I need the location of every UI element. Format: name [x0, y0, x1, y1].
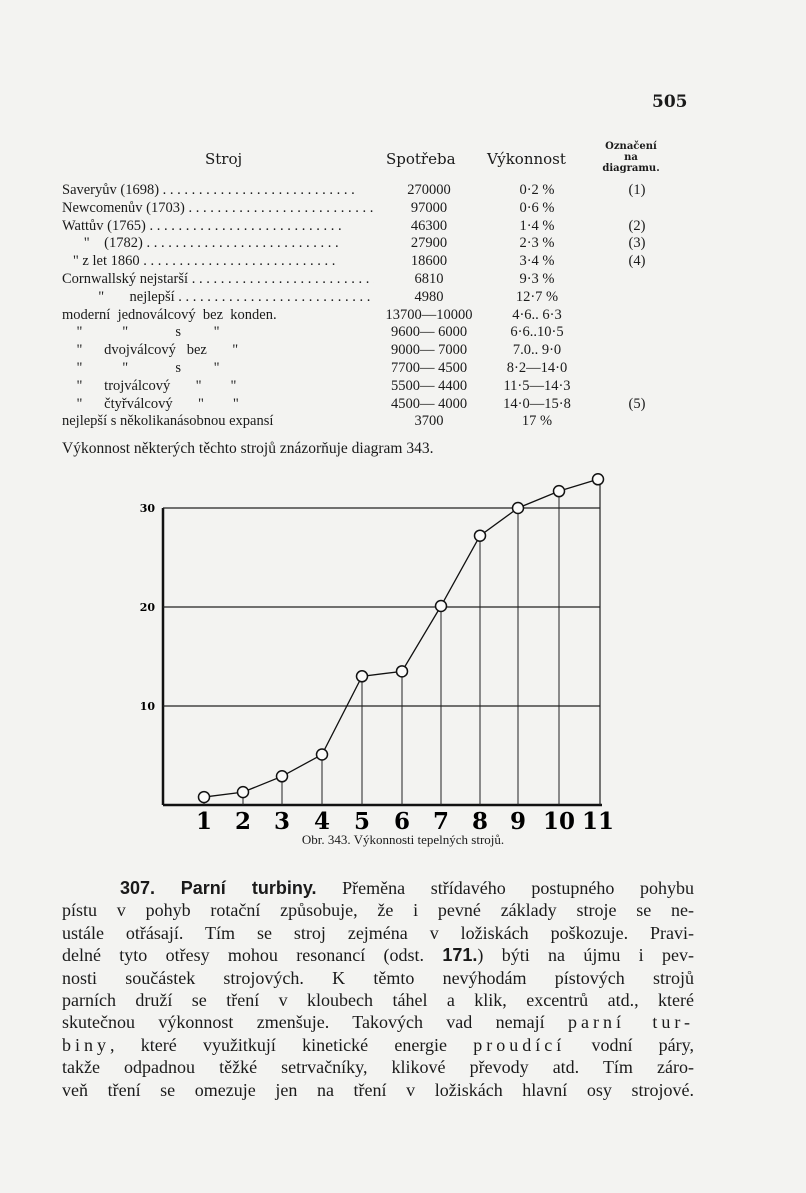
- y-tick-label: 30: [139, 502, 155, 515]
- machine-name: " nejlepší . . .: [62, 289, 374, 306]
- consumption: 270000: [407, 182, 451, 198]
- efficiency: 6·6..10·5: [510, 324, 564, 341]
- text: delné tyto otřesy mohou resonancí (odst.: [62, 945, 443, 966]
- data-point: [475, 530, 486, 541]
- header-efficiency: Výkonnost: [487, 150, 566, 168]
- data-point: [397, 666, 408, 677]
- header-consumption: Spotřeba: [386, 150, 456, 168]
- consumption: 18600: [410, 253, 448, 270]
- x-tick-label: 2: [234, 808, 252, 835]
- consumption: 9000— 7000: [390, 342, 468, 359]
- efficiency: 12·7 %: [515, 288, 559, 305]
- machine-name: " z let 1860 . . .: [62, 253, 374, 270]
- x-tick-label: 11: [581, 808, 615, 835]
- x-tick-label: 1: [195, 808, 213, 835]
- text-line: [62, 1011, 694, 1033]
- text-line: parních druží se tření v kloubech táhel a klik, excentrů atd., které: [62, 989, 694, 1010]
- x-tick-label: 3: [273, 808, 291, 835]
- consumption: 4500— 4000: [390, 395, 468, 412]
- diagram-mark: (4): [628, 253, 646, 270]
- text: , které využitkují kinetické energie: [110, 1034, 474, 1055]
- machine-name: " " s ": [62, 324, 220, 341]
- data-point: [277, 771, 288, 782]
- x-tick-label: 6: [393, 808, 411, 835]
- machine-name: " (1782) . . .: [62, 235, 374, 252]
- text-line: pístu v pohyb rotační způsobuje, že i pevné základy stroje se ne-: [62, 900, 694, 921]
- consumption: 7700— 4500: [390, 360, 468, 376]
- text: vodní páry,: [565, 1034, 694, 1055]
- consumption: 46300: [410, 217, 448, 234]
- efficiency: 2·3 %: [519, 235, 555, 252]
- efficiency: 11·5—14·3: [503, 377, 571, 394]
- efficiency: 3·4 %: [519, 253, 555, 270]
- efficiency: 0·6 %: [519, 199, 555, 216]
- text-line: [62, 877, 694, 899]
- text: ) býti na újmu i pev-: [477, 945, 694, 966]
- consumption: 3700: [414, 413, 444, 430]
- efficiency: 0·2 %: [519, 182, 555, 198]
- efficiency: 14·0—15·8: [503, 395, 571, 412]
- efficiency: 4·6.. 6·3: [512, 306, 562, 323]
- text-line: veň tření se omezuje jen na tření v ložiskách hlavní osy strojové.: [62, 1079, 694, 1100]
- text-line: takže odpadnou těžké setrvačníky, klikové převody atd. Tím záro-: [62, 1057, 694, 1078]
- intro-sentence: Výkonnost některých těchto strojů znázorňuje diagram 343.: [62, 440, 434, 457]
- diagram-mark: (1): [628, 182, 646, 198]
- spaced-term: parní tur-: [568, 1012, 694, 1033]
- data-point: [317, 749, 328, 760]
- page-number: 505: [652, 92, 688, 112]
- header-mark-line: Označení: [605, 141, 657, 152]
- x-tick-label: 8: [471, 808, 489, 835]
- machine-name: " dvojválcový bez ": [62, 342, 239, 359]
- x-tick-label: 4: [313, 808, 331, 835]
- data-point: [593, 474, 604, 485]
- header-mark-line: diagramu.: [602, 163, 660, 174]
- machine-name: nejlepší s několikanásobnou expansí: [62, 413, 274, 430]
- efficiency: 17 %: [521, 413, 553, 430]
- consumption: 4980: [414, 288, 444, 305]
- text-line: ustále otřásají. Tím se stroj zejména v ložiskách poškozuje. Pravi-: [62, 922, 694, 943]
- consumption: 97000: [410, 199, 448, 216]
- series-line: [204, 479, 598, 797]
- text-line: [62, 1034, 694, 1056]
- x-tick-label: 5: [353, 808, 371, 835]
- data-point: [436, 601, 447, 612]
- data-point: [554, 486, 565, 497]
- data-point: [199, 792, 210, 803]
- machine-name: " trojválcový " ": [62, 377, 237, 394]
- machine-name: moderní jednoválcový bez konden.: [62, 306, 277, 323]
- section-paragraph: [62, 877, 694, 1101]
- consumption: 5500— 4400: [390, 377, 468, 394]
- machine-name: " " s ": [62, 360, 220, 376]
- reference: 171.: [442, 945, 478, 966]
- figure-caption: Obr. 343. Výkonnosti tepelných strojů.: [301, 832, 505, 847]
- consumption: 6810: [414, 271, 444, 287]
- efficiency: 1·4 %: [519, 217, 555, 234]
- diagram-mark: (3): [628, 235, 646, 252]
- efficiency: 8·2—14·0: [506, 360, 568, 376]
- text-line: [62, 944, 694, 966]
- machine-name: Saveryův (1698) . . .: [62, 182, 374, 199]
- consumption: 9600— 6000: [390, 324, 468, 341]
- header-machine: Stroj: [205, 150, 243, 168]
- machine-name: Wattův (1765) . . .: [62, 218, 374, 235]
- x-tick-label: 7: [432, 808, 450, 835]
- consumption: 27900: [410, 235, 448, 252]
- machine-name: " čtyřválcový " ": [62, 395, 239, 412]
- diagram-mark: (2): [628, 217, 646, 234]
- x-tick-label: 9: [509, 808, 527, 835]
- section-number: 307.: [120, 878, 156, 898]
- spaced-term: proudící: [473, 1034, 566, 1055]
- machine-name: Newcomenův (1703) . . .: [62, 200, 374, 217]
- header-mark-line: na: [624, 152, 638, 163]
- spaced-term: biny: [62, 1034, 111, 1055]
- machine-name: Cornwallský nejstarší . . .: [62, 271, 374, 288]
- data-point: [357, 671, 368, 682]
- section-title: Parní turbiny.: [180, 878, 317, 898]
- text: Přeměna střídavého postupného pohybu: [342, 878, 695, 898]
- y-tick-label: 10: [139, 700, 155, 713]
- text: skutečnou výkonnost zmenšuje. Takových vad nemají: [62, 1012, 569, 1033]
- data-point: [513, 503, 524, 514]
- efficiency: 7.0.. 9·0: [512, 342, 562, 359]
- diagram-mark: (5): [628, 395, 646, 412]
- y-tick-label: 20: [139, 601, 155, 614]
- text-line: nosti součástek strojových. K těmto nevýhodám pístových strojů: [62, 967, 694, 988]
- consumption: 13700—10000: [385, 306, 473, 323]
- efficiency: 9·3 %: [519, 271, 555, 287]
- x-tick-label: 10: [542, 808, 576, 835]
- data-point: [238, 787, 249, 798]
